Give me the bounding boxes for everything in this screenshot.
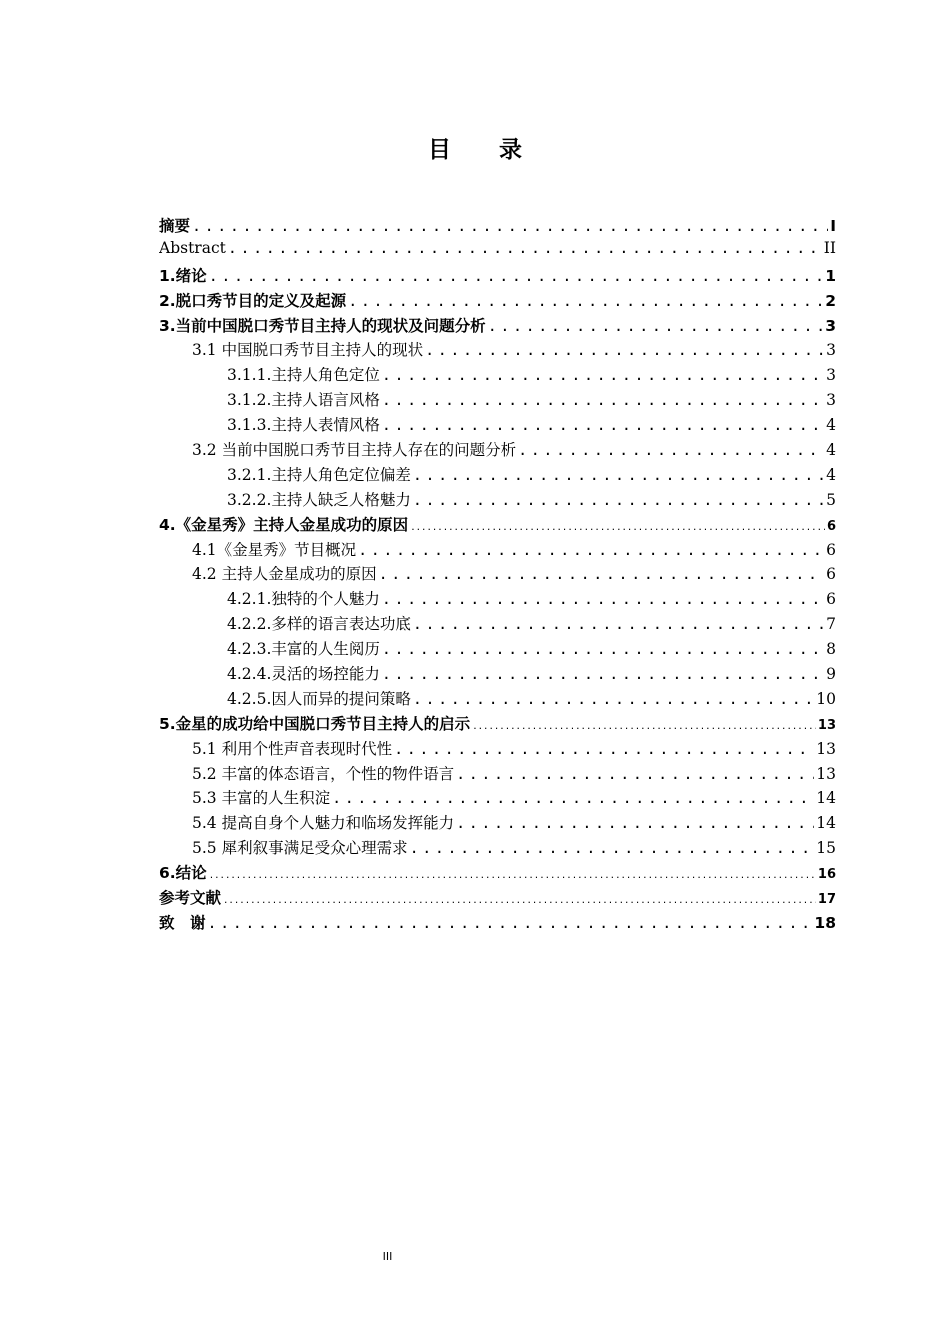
- toc-entry-label: 5.金星的成功给中国脱口秀节目主持人的启示: [159, 714, 471, 733]
- page-number: III: [382, 1250, 393, 1263]
- toc-entry-page: 13: [817, 717, 836, 733]
- toc-entry-label: 3.当前中国脱口秀节目主持人的现状及问题分析: [159, 316, 486, 335]
- toc-entry[interactable]: [159, 587, 836, 612]
- toc-dot-leader: [228, 239, 822, 257]
- toc-entry-label: 致 谢: [159, 913, 206, 932]
- toc-dot-leader: [413, 491, 824, 509]
- toc-dot-leader: [413, 690, 814, 708]
- toc-entry[interactable]: [159, 214, 836, 239]
- toc-entry-page: 10: [816, 689, 836, 708]
- toc-entry[interactable]: [159, 911, 836, 936]
- toc-entry-page: 17: [817, 892, 836, 908]
- toc-entry[interactable]: [159, 513, 836, 538]
- toc-entry-page: 18: [814, 913, 836, 932]
- toc-entry-label: 6.结论: [159, 864, 207, 883]
- toc-entry-page: 7: [826, 615, 836, 634]
- toc-dot-leader: [472, 722, 816, 732]
- toc-entry[interactable]: [159, 612, 836, 637]
- toc-entry[interactable]: [159, 264, 836, 289]
- toc-entry-label: 4.2 主持人金星成功的原因: [192, 565, 377, 584]
- toc-entry[interactable]: [159, 762, 836, 787]
- toc-dot-leader: [518, 441, 824, 459]
- toc-dot-leader: [209, 871, 816, 881]
- toc-dot-leader: [488, 317, 824, 335]
- toc-dot-leader: [413, 466, 824, 484]
- toc-entry[interactable]: [159, 737, 836, 762]
- toc-entry[interactable]: [159, 388, 836, 413]
- toc-entry[interactable]: [159, 637, 836, 662]
- toc-entry-page: 4: [826, 465, 836, 484]
- toc-entry-label: 3.1.2.主持人语言风格: [227, 391, 380, 410]
- toc-entry-page: 3: [825, 316, 836, 335]
- toc-dot-leader: [382, 366, 824, 384]
- toc-entry-label: 4.2.4.灵活的场控能力: [227, 665, 380, 684]
- toc-dot-leader: [382, 590, 824, 608]
- toc-entry-label: 5.4 提高自身个人魅力和临场发挥能力: [192, 814, 455, 833]
- toc-dot-leader: [382, 665, 824, 683]
- toc-entry-label: 3.1.1.主持人角色定位: [227, 366, 380, 385]
- toc-entry[interactable]: [159, 438, 836, 463]
- toc-entry-label: 5.5 犀利叙事满足受众心理需求: [192, 839, 408, 858]
- toc-dot-leader: [223, 896, 816, 906]
- toc-entry-label: Abstract: [159, 238, 226, 257]
- toc-dot-leader: [332, 789, 814, 807]
- toc-dot-leader: [410, 523, 825, 533]
- toc-entry[interactable]: [159, 538, 836, 563]
- toc-entry[interactable]: [159, 861, 836, 886]
- toc-entry-page: 14: [816, 814, 836, 833]
- page-title: 目 录: [427, 137, 542, 163]
- toc-dot-leader: [209, 267, 824, 285]
- toc-entry-label: 5.3 丰富的人生积淀: [192, 789, 331, 808]
- toc-entry-page: 16: [817, 867, 836, 883]
- toc-dot-leader: [358, 541, 824, 559]
- toc-entry-label: 4.2.5.因人而异的提问策略: [227, 689, 411, 708]
- toc-entry-label: 4.2.1.独特的个人魅力: [227, 590, 380, 609]
- toc-dot-leader: [413, 615, 824, 633]
- toc-entry-label: 3.1 中国脱口秀节目主持人的现状: [192, 341, 424, 360]
- toc-entry[interactable]: [159, 363, 836, 388]
- toc-entry-page: 8: [826, 640, 836, 659]
- toc-entry[interactable]: [159, 786, 836, 811]
- toc-entry[interactable]: [159, 687, 836, 712]
- table-of-contents: [159, 214, 836, 936]
- toc-entry-page: 6: [826, 540, 836, 559]
- toc-entry-label: 1.绪论: [159, 266, 207, 285]
- toc-dot-leader: [425, 341, 824, 359]
- toc-entry-label: 4.2.3.丰富的人生阅历: [227, 640, 380, 659]
- toc-entry-page: 4: [826, 416, 836, 435]
- toc-entry[interactable]: [159, 811, 836, 836]
- toc-entry[interactable]: [159, 289, 836, 314]
- toc-entry-page: 9: [826, 665, 836, 684]
- toc-entry-page: 2: [825, 291, 836, 310]
- toc-entry-label: 摘要: [159, 217, 191, 235]
- toc-entry-page: 1: [825, 266, 836, 285]
- toc-entry[interactable]: [159, 836, 836, 861]
- toc-dot-leader: [348, 292, 823, 310]
- toc-entry[interactable]: [159, 463, 836, 488]
- toc-entry-page: 13: [816, 764, 836, 783]
- toc-entry[interactable]: [159, 886, 836, 911]
- toc-entry-page: 5: [826, 490, 836, 509]
- toc-entry[interactable]: [159, 239, 836, 264]
- toc-entry-label: 5.1 利用个性声音表现时代性: [192, 739, 393, 758]
- toc-dot-leader: [208, 914, 813, 932]
- toc-entry-label: 4.《金星秀》主持人金星成功的原因: [159, 515, 409, 534]
- toc-entry-label: 5.2 丰富的体态语言，个性的物件语言: [192, 764, 455, 783]
- toc-entry-page: 15: [816, 839, 836, 858]
- toc-entry-page: II: [823, 238, 836, 257]
- toc-entry-label: 3.2.2.主持人缺乏人格魅力: [227, 490, 411, 509]
- toc-dot-leader: [382, 640, 824, 658]
- toc-entry-page: 6: [826, 518, 836, 534]
- toc-dot-leader: [394, 740, 814, 758]
- toc-dot-leader: [410, 839, 815, 857]
- toc-entry[interactable]: [159, 488, 836, 513]
- toc-entry[interactable]: [159, 338, 836, 363]
- toc-entry[interactable]: [159, 712, 836, 737]
- toc-entry-label: 3.1.3.主持人表情风格: [227, 416, 380, 435]
- toc-entry[interactable]: [159, 562, 836, 587]
- toc-entry-label: 3.2.1.主持人角色定位偏差: [227, 465, 411, 484]
- toc-entry-label: 4.1《金星秀》节目概况: [192, 540, 357, 559]
- toc-entry-label: 4.2.2.多样的语言表达功底: [227, 615, 411, 634]
- toc-entry-page: 6: [826, 565, 836, 584]
- toc-entry-page: 3: [826, 341, 836, 360]
- toc-entry-page: 4: [826, 441, 836, 460]
- toc-entry-label: 3.2 当前中国脱口秀节目主持人存在的问题分析: [192, 441, 517, 460]
- toc-dot-leader: [456, 765, 814, 783]
- toc-entry[interactable]: [159, 413, 836, 438]
- toc-entry-page: 6: [826, 590, 836, 609]
- toc-entry-page: I: [830, 217, 836, 235]
- toc-dot-leader: [382, 391, 824, 409]
- toc-entry-page: 3: [826, 391, 836, 410]
- toc-entry-page: 3: [826, 366, 836, 385]
- toc-entry-label: 2.脱口秀节目的定义及起源: [159, 291, 347, 310]
- toc-dot-leader: [379, 565, 825, 583]
- toc-dot-leader: [382, 416, 824, 434]
- toc-entry[interactable]: [159, 314, 836, 339]
- toc-entry-label: 参考文献: [159, 889, 222, 908]
- toc-entry-page: 14: [816, 789, 836, 808]
- toc-entry[interactable]: [159, 662, 836, 687]
- toc-dot-leader: [456, 814, 814, 832]
- toc-entry-page: 13: [816, 739, 836, 758]
- toc-dot-leader: [192, 217, 828, 235]
